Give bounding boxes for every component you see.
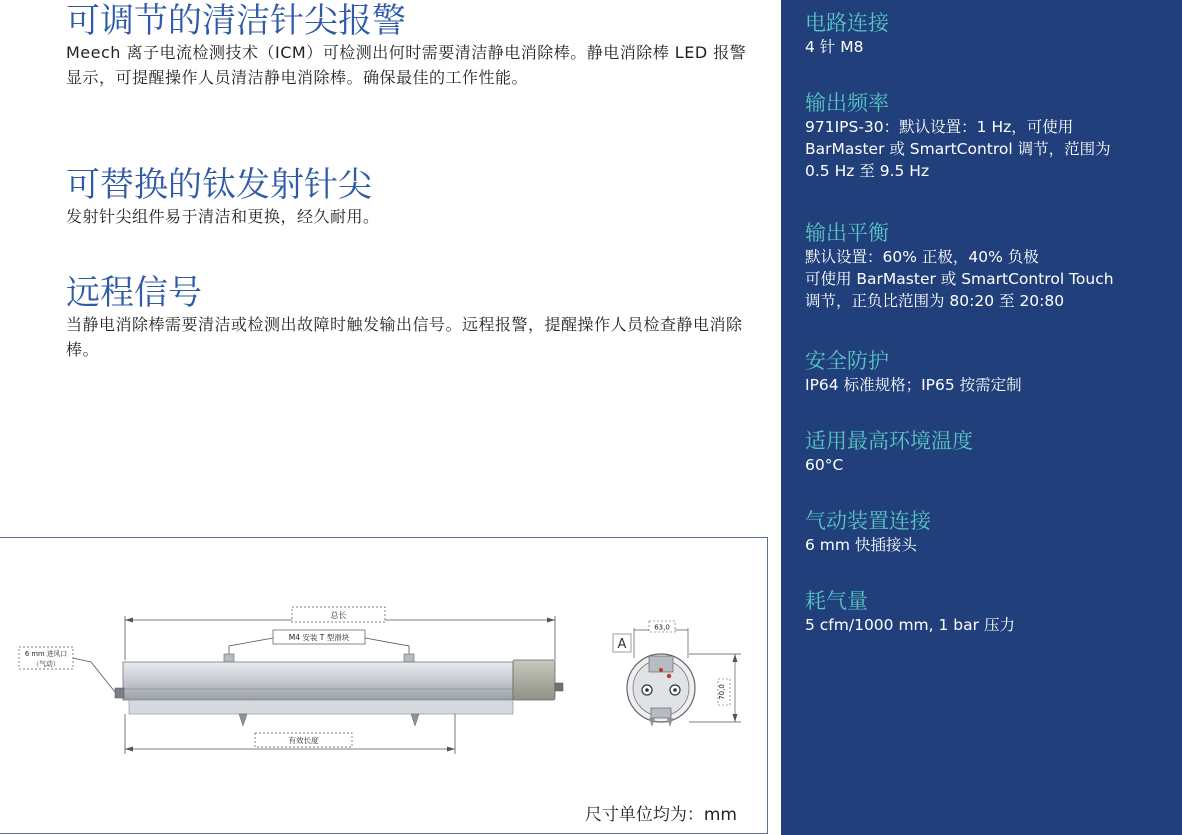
spec-line: 5 cfm/1000 mm, 1 bar 压力 xyxy=(805,616,1015,634)
spec-line: 60°C xyxy=(805,456,844,474)
unit-note: 尺寸单位均为：mm xyxy=(584,805,737,825)
width-dimension: 63,0 xyxy=(654,623,670,632)
feature-body: 当静电消除棒需要清洁或检测出故障时触发输出信号。远程报警，提醒操作人员检查静电消除棒。 xyxy=(66,315,743,359)
spec-line: 6 mm 快插接头 xyxy=(805,536,917,554)
spec-line: 0.5 Hz 至 9.5 Hz xyxy=(805,162,930,180)
air-inlet-label-2: （气动） xyxy=(32,660,60,668)
spec-title: 输出平衡 xyxy=(805,221,889,245)
spec-line: IP64 标准规格；IP65 按需定制 xyxy=(805,376,1022,394)
mount-label: M4 安装 T 型滑块 xyxy=(288,633,350,642)
bar-drawing-svg xyxy=(0,538,765,831)
spec-line: 971IPS-30：默认设置：1 Hz，可使用 xyxy=(805,118,1074,136)
spec-line: BarMaster 或 SmartControl 调节，范围为 xyxy=(805,140,1111,158)
feature-body: 发射针尖组件易于清洁和更换，经久耐用。 xyxy=(66,207,380,226)
spec-output-balance xyxy=(805,220,1177,312)
technical-drawing xyxy=(0,537,768,834)
spec-title: 耗气量 xyxy=(805,589,868,613)
air-inlet-label-1: 6 mm 进风口 xyxy=(24,650,68,658)
spec-air-consumption xyxy=(805,588,1177,636)
feature-cleaning-alarm xyxy=(66,2,750,90)
spec-protection xyxy=(805,348,1177,396)
spec-title: 电路连接 xyxy=(805,11,889,35)
spec-title: 安全防护 xyxy=(805,349,889,373)
height-dimension: 70,0 xyxy=(718,684,726,700)
spec-max-temperature xyxy=(805,428,1177,476)
effective-length-label: 有效长度 xyxy=(288,736,319,745)
spec-title: 适用最高环境温度 xyxy=(805,429,973,453)
effective-length-dimension xyxy=(125,714,455,754)
total-length-label: 总长 xyxy=(330,611,347,620)
spec-circuit xyxy=(805,10,1177,58)
spec-line: 可使用 BarMaster 或 SmartControl Touch xyxy=(805,270,1114,288)
feature-title: 可替换的钛发射针尖 xyxy=(66,165,372,205)
spec-line: 调节，正负比范围为 80:20 至 20:80 xyxy=(805,292,1065,310)
end-view xyxy=(613,621,741,727)
spec-line: 默认设置：60% 正极，40% 负极 xyxy=(805,248,1039,266)
mount-callout xyxy=(229,630,409,658)
spec-title: 输出频率 xyxy=(805,91,889,115)
static-bar-body xyxy=(115,660,563,726)
feature-title: 可调节的清洁针尖报警 xyxy=(66,1,406,41)
feature-titanium-tips xyxy=(66,166,750,229)
air-inlet-callout xyxy=(19,647,115,692)
spec-output-frequency xyxy=(805,90,1177,182)
spec-line: 4 针 M8 xyxy=(805,38,864,56)
feature-body: Meech 离子电流检测技术（ICM）可检测出何时需要清洁静电消除棒。静电消除棒 LED 报警显示，可提醒操作人员清洁静电消除棒。确保最佳的工作性能。 xyxy=(66,43,747,87)
specs-panel xyxy=(781,0,1182,835)
spec-title: 气动装置连接 xyxy=(805,509,931,533)
feature-remote-signal xyxy=(66,274,750,362)
spec-pneumatic-connection xyxy=(805,508,1177,556)
feature-title: 远程信号 xyxy=(66,273,202,313)
view-label: A xyxy=(617,637,627,652)
